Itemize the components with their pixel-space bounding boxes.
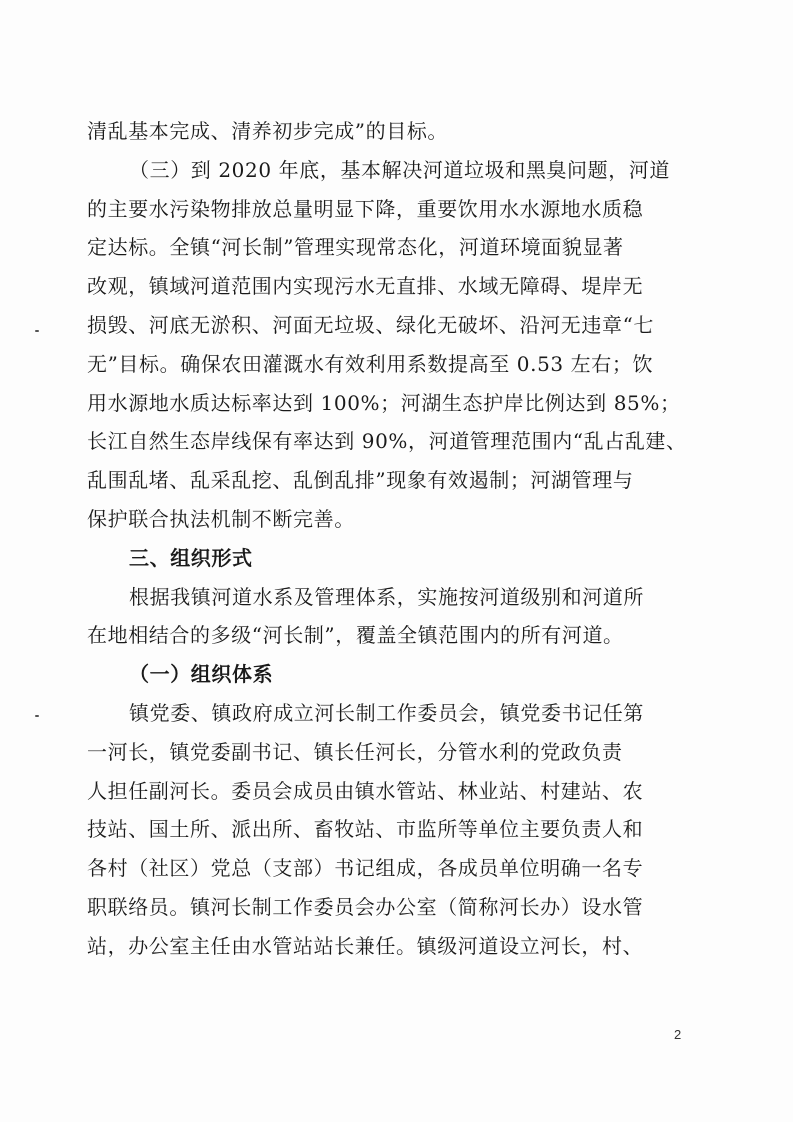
body-text-line: 各村（社区）党总（支部）书记组成，各成员单位明确一名专: [87, 856, 644, 881]
body-text-line: 长江自然生态岸线保有率达到 90%，河道管理范围内“乱占乱建、: [87, 429, 687, 454]
body-text-line: 定达标。全镇“河长制”管理实现常态化，河道环境面貌显著: [87, 235, 624, 260]
body-text-line: 镇党委、镇政府成立河长制工作委员会，镇党委书记任第: [129, 700, 644, 725]
body-text-line: 一河长，镇党委副书记、镇长任河长，分管水利的党政负责: [87, 739, 623, 764]
body-text-line: 在地相结合的多级“河长制”，覆盖全镇范围内的所有河道。: [87, 623, 624, 648]
body-text-line: 技站、国土所、派出所、畜牧站、市监所等单位主要负责人和: [87, 817, 644, 842]
body-text-line: 保护联合执法机制不断完善。: [87, 506, 355, 531]
body-text-line: （三）到 2020 年底，基本解决河道垃圾和黑臭问题，河道: [129, 157, 671, 182]
body-text-line: 无”目标。确保农田灌溉水有效利用系数提高至 0.53 左右；饮: [87, 351, 654, 376]
body-text-line: 改观，镇域河道范围内实现污水无直排、水域无障碍、堤岸无: [87, 274, 644, 299]
page-number: 2: [674, 1027, 682, 1042]
body-text-line: 站，办公室主任由水管站站长兼任。镇级河道设立河长，村、: [87, 933, 644, 958]
body-text-line: 职联络员。镇河长制工作委员会办公室（简称河长办）设水管: [87, 894, 644, 919]
body-text-line: 损毁、河底无淤积、河面无垃圾、绿化无破坏、沿河无违章“七: [87, 312, 655, 337]
section-heading: 三、组织形式: [129, 545, 253, 570]
body-text-line: 乱围乱堵、乱采乱挖、乱倒乱排”现象有效遏制；河湖管理与: [87, 468, 634, 493]
scan-speck: [35, 330, 39, 332]
body-text-line: 清乱基本完成、清养初步完成”的目标。: [87, 119, 449, 143]
body-text-line: 人担任副河长。委员会成员由镇水管站、林业站、村建站、农: [87, 778, 644, 803]
document-body: [87, 112, 699, 966]
body-text-line: 用水源地水质达标率达到 100%；河湖生态护岸比例达到 85%；: [87, 390, 681, 415]
body-text-line: 的主要水污染物排放总量明显下降，重要饮用水水源地水质稳: [87, 196, 644, 221]
subsection-heading: （一）组织体系: [129, 662, 274, 687]
scan-speck: [35, 715, 39, 717]
body-text-line: 根据我镇河道水系及管理体系，实施按河道级别和河道所: [129, 584, 644, 609]
